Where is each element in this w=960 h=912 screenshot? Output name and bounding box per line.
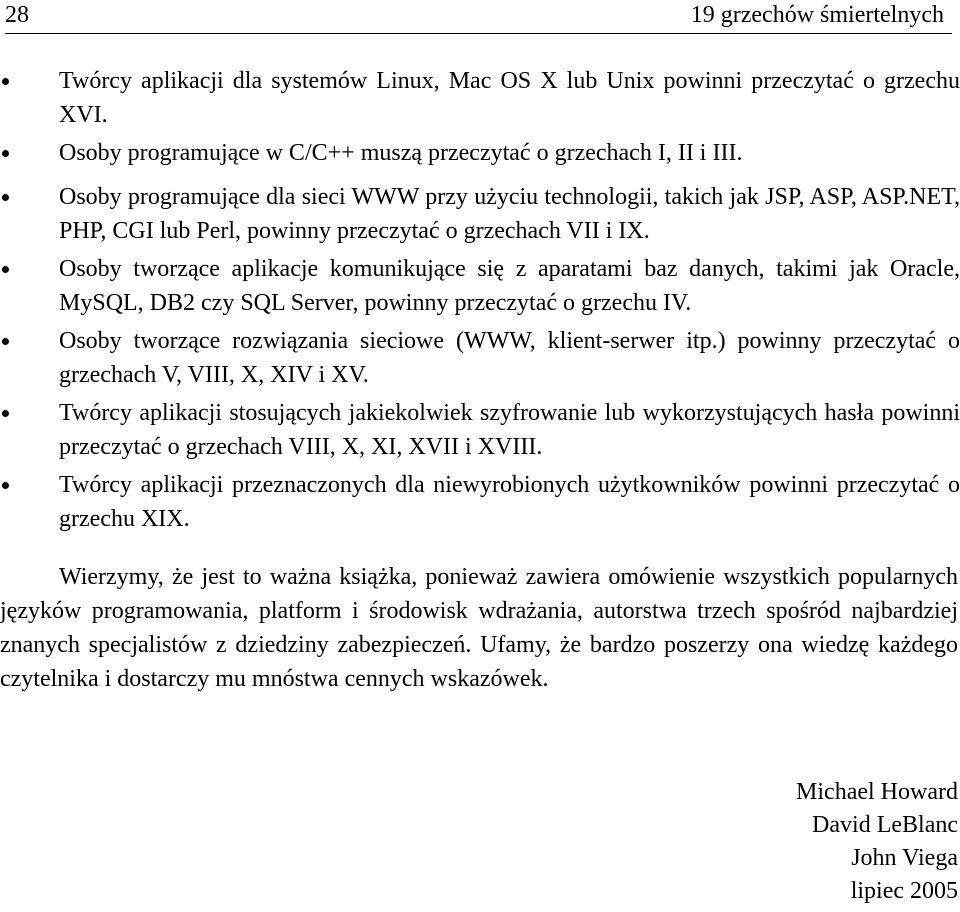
list-item-text: Osoby tworzące aplikacje komunikujące się z aparatami baz danych, takimi jak Oracle, MySQL, DB2 czy SQL Server, powinny przeczytać o grzechu IV. xyxy=(59,256,960,316)
list-item xyxy=(0,180,960,248)
list-item xyxy=(0,324,960,392)
list-item xyxy=(0,396,960,464)
author-name: David LeBlanc xyxy=(812,812,958,838)
bullet-icon xyxy=(2,266,9,273)
list-item-text: Twórcy aplikacji stosujących jakiekolwiek szyfrowanie lub wykorzystujących hasła powinni przeczytać o grzechach VIII, X, XI, XVII i XVIII. xyxy=(59,400,960,460)
page-number: 28 xyxy=(5,2,29,28)
body-paragraph: Wierzymy, że jest to ważna książka, ponieważ zawiera omówienie wszystkich popularnych języków programowania, platform i środowisk wdrażania, autorstwa trzech spośród najbardziej znanych specjalistów z dziedziny zabezpieczeń. Ufamy, że bardzo poszerzy ona wiedzę każdego czytelnika i dostarczy mu mnóstwa cennych wskazówek. xyxy=(0,564,958,692)
bullet-icon xyxy=(2,150,9,157)
author-name: John Viega xyxy=(851,845,958,871)
signature-date: lipiec 2005 xyxy=(850,878,958,904)
bullet-icon xyxy=(2,410,9,417)
list-item-text: Osoby tworzące rozwiązania sieciowe (WWW, klient-serwer itp.) powinny przeczytać o grzechach V, VIII, X, XIV i XV. xyxy=(59,328,960,388)
list-item xyxy=(0,64,960,132)
list-item xyxy=(0,252,960,320)
running-title: 19 grzechów śmiertelnych xyxy=(690,2,944,28)
list-item-text: Osoby programujące dla sieci WWW przy użyciu technologii, takich jak JSP, ASP, ASP.NET, PHP, CGI lub Perl, powinny przeczytać o grzechach VII i IX. xyxy=(59,184,960,244)
list-item-text: Osoby programujące w C/C++ muszą przeczytać o grzechach I, II i III. xyxy=(59,140,743,166)
list-item xyxy=(0,468,960,536)
list-item xyxy=(0,136,960,170)
bullet-icon xyxy=(2,338,9,345)
bullet-icon xyxy=(2,482,9,489)
list-item-text: Twórcy aplikacji dla systemów Linux, Mac OS X lub Unix powinni przeczytać o grzechu XVI. xyxy=(59,68,960,128)
signature-block xyxy=(698,776,958,908)
reading-guide-list xyxy=(0,64,960,540)
bullet-icon xyxy=(2,78,9,85)
author-name: Michael Howard xyxy=(796,779,958,805)
list-item-text: Twórcy aplikacji przeznaczonych dla niewyrobionych użytkowników powinni przeczytać o grzechu XIX. xyxy=(59,472,960,532)
bullet-icon xyxy=(2,194,9,201)
page-header xyxy=(5,0,952,34)
